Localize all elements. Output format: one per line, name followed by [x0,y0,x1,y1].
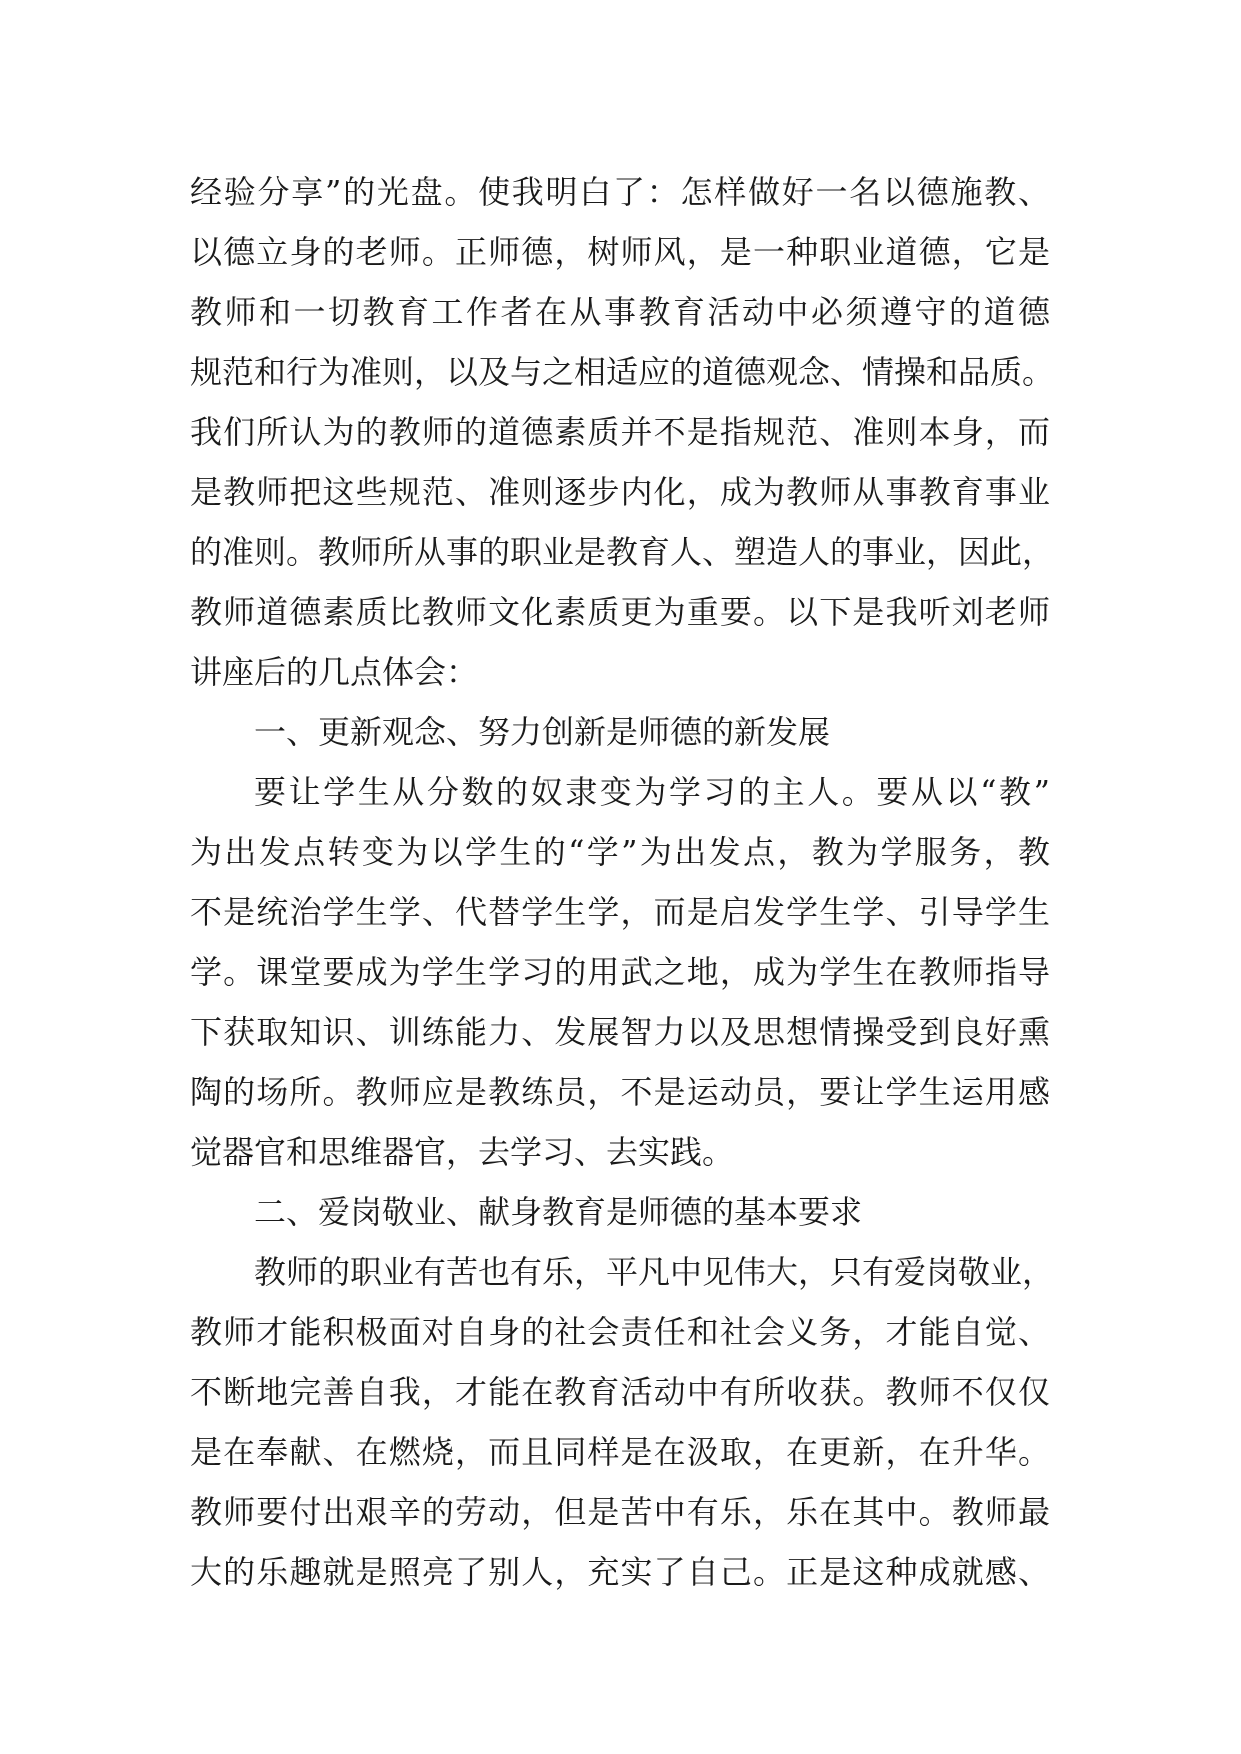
text-line: 要让学生从分数的奴隶变为学习的主人。要从以“教” [254,773,1050,811]
text-line: 我们所认为的教师的道德素质并不是指规范、准则本身，而 [190,413,1050,451]
text-line: 是在奉献、在燃烧，而且同样是在汲取，在更新，在升华。 [190,1433,1050,1471]
text-line: 学。课堂要成为学生学习的用武之地，成为学生在教师指导 [190,953,1050,991]
text-line: 觉器官和思维器官，去学习、去实践。 [190,1133,735,1171]
text-line: 的准则。教师所从事的职业是教育人、塑造人的事业，因此， [190,533,1055,571]
text-line: 教师和一切教育工作者在从事教育活动中必须遵守的道德 [190,293,1050,331]
text-line: 教师的职业有苦也有乐，平凡中见伟大，只有爱岗敬业， [254,1253,1055,1291]
text-line: 教师才能积极面对自身的社会责任和社会义务，才能自觉、 [190,1313,1050,1351]
text-line: 陶的场所。教师应是教练员，不是运动员，要让学生运用感 [190,1073,1050,1111]
text-line: 大的乐趣就是照亮了别人，充实了自己。正是这种成就感、 [190,1553,1050,1591]
text-line: 经验分享”的光盘。使我明白了：怎样做好一名以德施教、 [190,173,1050,211]
text-line: 下获取知识、训练能力、发展智力以及思想情操受到良好熏 [190,1013,1050,1051]
text-line: 讲座后的几点体会： [190,653,479,691]
text-line: 为出发点转变为以学生的“学”为出发点，教为学服务，教 [190,833,1050,871]
document-body [190,162,1055,1602]
text-line: 规范和行为准则，以及与之相适应的道德观念、情操和品质。 [190,353,1055,391]
text-line: 教师要付出艰辛的劳动，但是苦中有乐，乐在其中。教师最 [190,1493,1050,1531]
text-line: 教师道德素质比教师文化素质更为重要。以下是我听刘老师 [190,593,1050,631]
text-line: 不断地完善自我，才能在教育活动中有所收获。教师不仅仅 [190,1373,1050,1411]
section-heading: 二、爱岗敬业、献身教育是师德的基本要求 [254,1193,863,1231]
text-line: 是教师把这些规范、准则逐步内化，成为教师从事教育事业 [190,473,1050,511]
section-heading: 一、更新观念、努力创新是师德的新发展 [254,713,831,751]
text-line: 不是统治学生学、代替学生学，而是启发学生学、引导学生 [190,893,1050,931]
text-line: 以德立身的老师。正师德，树师风，是一种职业道德，它是 [190,233,1050,271]
